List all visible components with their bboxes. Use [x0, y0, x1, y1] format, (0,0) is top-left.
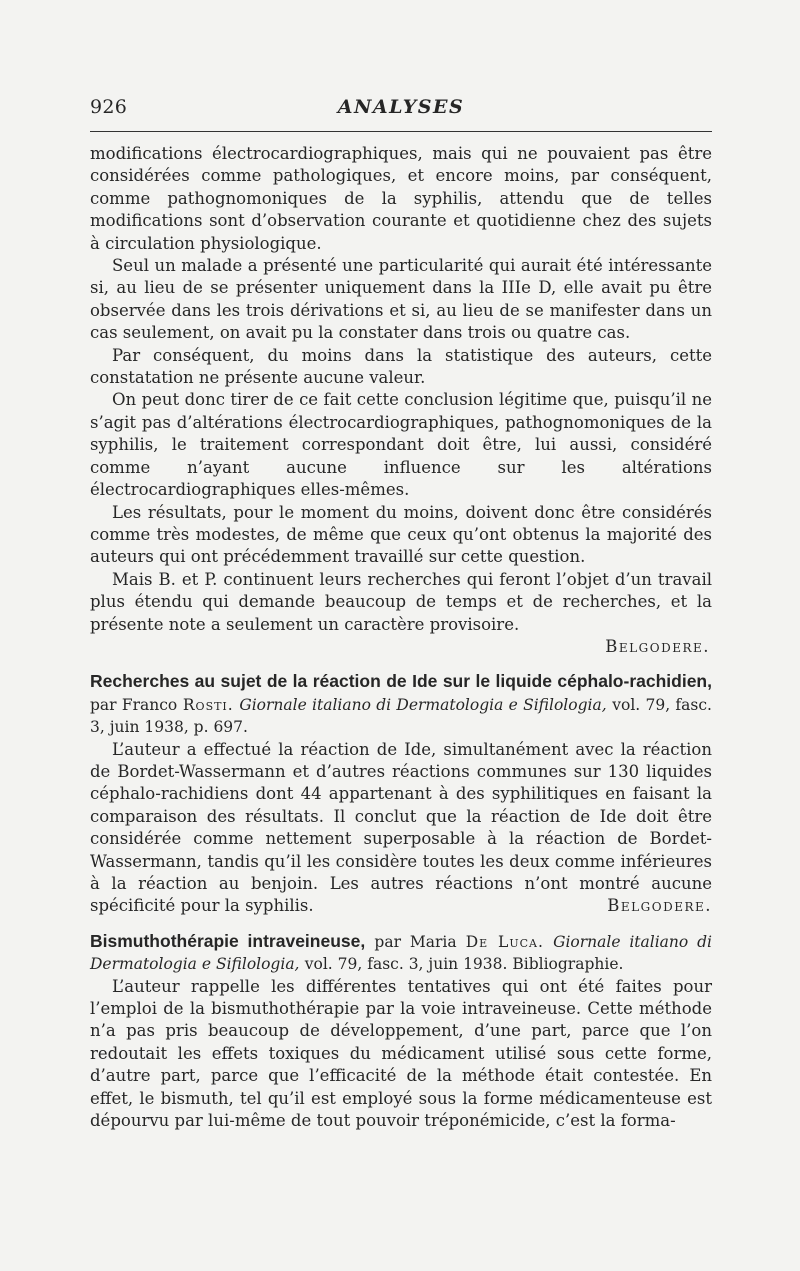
abstract-reference: vol. 79, fasc. 3, juin 1938, p. 697. [90, 695, 712, 737]
abstract-author-prefix: par Maria [374, 932, 457, 951]
abstract-author-prefix: par Franco [90, 695, 178, 714]
continuation-paragraph: On peut donc tirer de ce fait cette conclusion légitime que, puisqu’il ne s’agit pas d’altérations électrocardiographiques, pathognomoniques de la syphilis, le traitement correspondant doit être, lui aussi, considéré comme n’ayant aucune influence sur les altérations électrocardiographiques elles-mêmes. [90, 390, 712, 500]
page-header [90, 96, 712, 124]
continuation-paragraph: Seul un malade a présenté une particularité qui aurait été intéressante si, au lieu de se présenter uniquement dans la IIIe D, elle avait pu être observée dans les trois dérivations et si, au lieu de se manifester dans un cas seulement, on avait pu la constater dans trois ou quatre cas. [90, 256, 712, 343]
abstract-title: Recherches au sujet de la réaction de Ide sur le liquide céphalo-rachidien, [90, 671, 712, 692]
continuation-paragraph: Par conséquent, du moins dans la statistique des auteurs, cette constatation ne présente aucune valeur. [90, 345, 712, 388]
running-title: ANALYSES [337, 96, 465, 118]
abstract-author-name: De Luca. [465, 932, 544, 951]
abstract-reference: vol. 79, fasc. 3, juin 1938. Bibliographie. [304, 955, 624, 974]
reviewer-signature: Belgodere. [605, 636, 710, 656]
abstract-body: L’auteur rappelle les différentes tentatives qui ont été faites pour l’emploi de la bismuthothérapie par la voie intraveineuse. Cette méthode n’a pas pris beaucoup de développement, d’une part, parce que l’on redoutait les effets toxiques du médicament utilisé sous cette forme, d’autre part, parce que l’efficacité de la méthode était contestée. En effet, le bismuth, tel qu’il est employé sous la forme médicamenteuse est dépourvu par lui-même de tout pouvoir tréponémicide, c’est la forma- [90, 976, 712, 1131]
reviewer-signature: Belgodere. [607, 896, 712, 916]
abstract-author-name: Rosti. [182, 695, 234, 714]
continuation-paragraph: Mais B. et P. continuent leurs recherches qui feront l’objet d’un travail plus étendu qui demande beaucoup de temps et de recherches, et la présente note a seulement un caractère provisoire. [90, 569, 712, 634]
abstract-journal: Giornale italiano di Dermatologia e Sifilologia, [239, 695, 607, 714]
abstract-heading [90, 670, 712, 738]
abstract-title: Bismuthothérapie intraveineuse, [90, 930, 366, 951]
header-rule [90, 131, 712, 132]
abstract-heading [90, 930, 712, 976]
abstract-journal: Giornale italiano di Dermatologia e Sifilologia, [90, 932, 712, 974]
page-number: 926 [90, 96, 128, 118]
abstract-body [90, 739, 712, 918]
continuation-paragraph: Les résultats, pour le moment du moins, doivent donc être considérés comme très modestes, de même que ceux qu’ont obtenus la majorité des auteurs qui ont précédemment travaillé sur cette question. [90, 502, 712, 567]
continuation-paragraph: modifications électrocardiographiques, mais qui ne pouvaient pas être considérées comme pathologiques, et encore moins, par conséquent, comme pathognomoniques de la syphilis, attendu que de telles modifications sont d’observation courante et quotidienne chez des sujets à circulation physiologique. [90, 144, 712, 253]
article-body [90, 143, 712, 1132]
abstract-body-text: L’auteur a effectué la réaction de Ide, simultanément avec la réaction de Bordet-Wassermann et d’autres réactions communes sur 130 liquides céphalo-rachidiens dont 44 appartenant à des syphilitiques en faisant la comparaison des résultats. Il conclut que la réaction de Ide doit être considérée comme nettement superposable à la réaction de Bordet-Wassermann, tandis qu’il les considère toutes les deux comme inférieures à la réaction au benjoin. Les autres réactions n’ont montré aucune spécificité pour la syphilis. [90, 739, 712, 916]
